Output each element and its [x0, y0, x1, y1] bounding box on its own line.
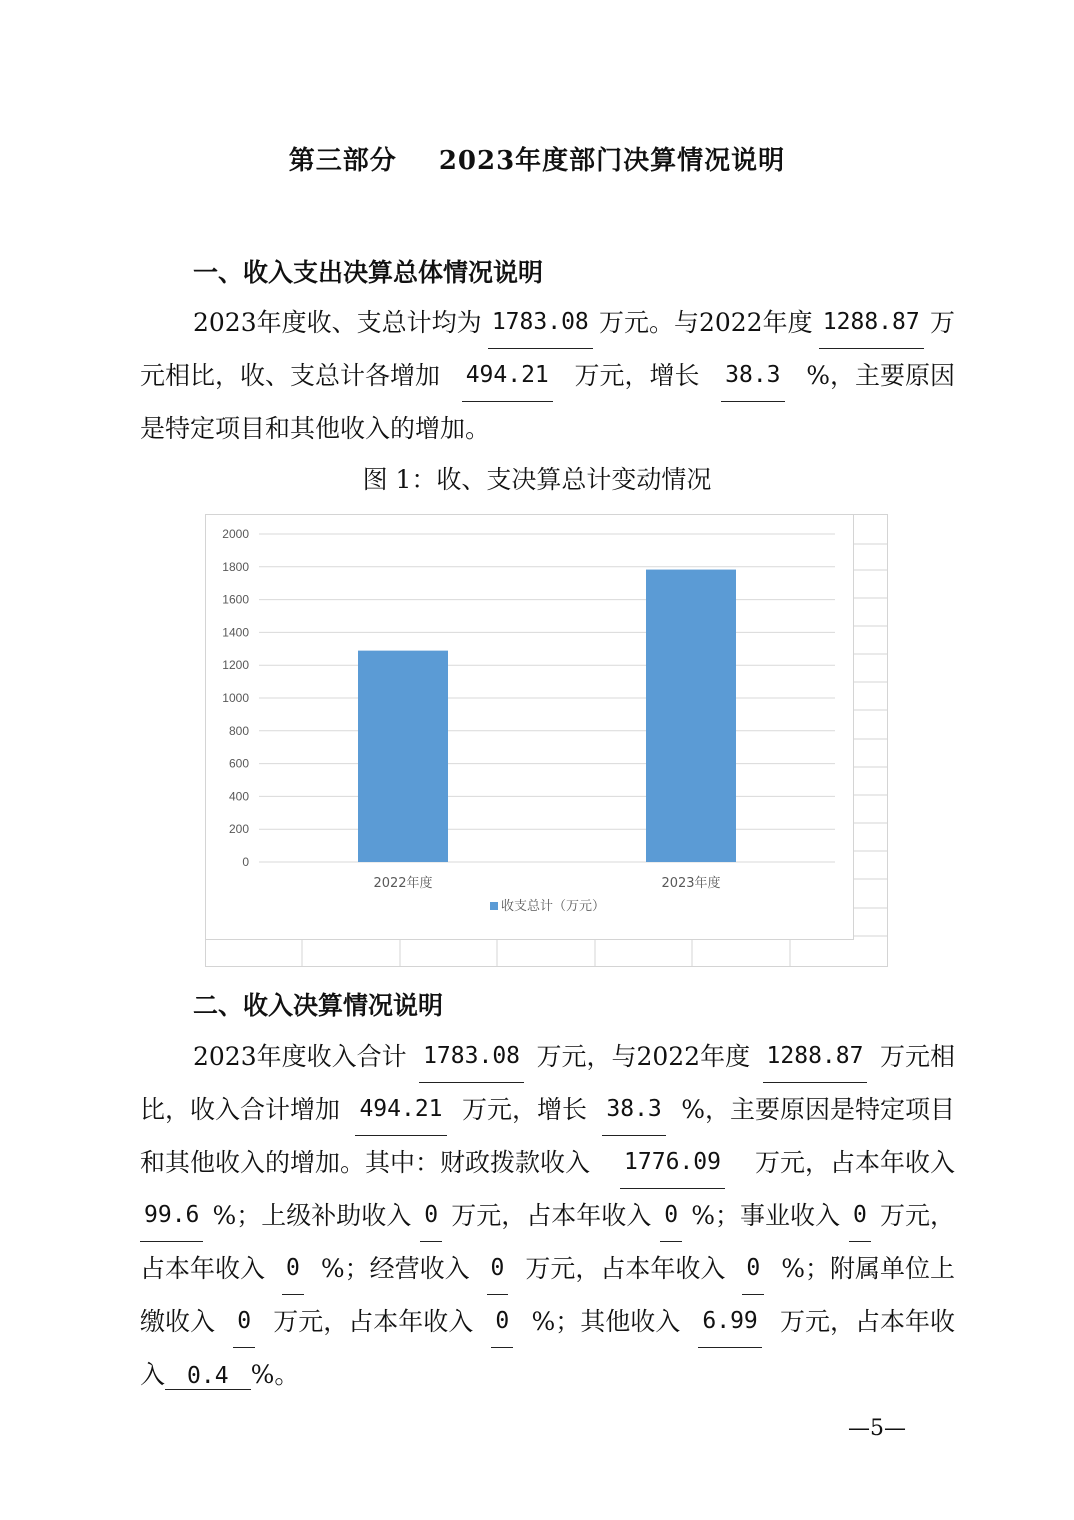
value-affiliated: 0 [233, 1295, 255, 1348]
section2-paragraph [140, 1030, 955, 1401]
value-upper-pct: 0 [660, 1189, 682, 1242]
x-tick-label: 2022年度 [373, 876, 433, 891]
bar [358, 651, 448, 862]
value-other: 6.99 [698, 1295, 761, 1348]
y-tick-label: 1000 [222, 691, 249, 705]
paragraph-line: 占本年收入 0 %；经营收入 0 万元，占本年收入 0 %；附属单位上 [140, 1242, 955, 1295]
y-tick-label: 200 [228, 822, 249, 837]
y-tick-label: 1800 [222, 559, 249, 574]
y-tick-label: 0 [242, 855, 249, 869]
paragraph-line: 99.6 %；上级补助收入 0 万元，占本年收入 0 %；事业收入 0 万元， [140, 1189, 955, 1242]
legend-label: 收支总计（万元） [501, 899, 606, 914]
y-tick-label: 600 [228, 756, 249, 771]
value-increase: 494.21 [462, 349, 553, 402]
paragraph-line: 2023年度收、支总计均为 1783.08 万元。与2022年度 1288.87 万 [140, 296, 955, 349]
y-tick-label: 2000 [222, 527, 249, 541]
paragraph-line: 和其他收入的增加。其中：财政拨款收入 1776.09 万元，占本年收入 [140, 1136, 955, 1189]
value-affiliated-pct: 0 [491, 1295, 513, 1348]
page-number: —5— [848, 1416, 906, 1441]
y-tick-label: 1600 [222, 592, 249, 607]
y-tick-label: 400 [228, 789, 249, 804]
value-business: 0 [849, 1189, 871, 1242]
section1-paragraph [140, 296, 955, 455]
x-tick-label: 2023年度 [661, 876, 721, 891]
paragraph-line: 2023年度收入合计 1783.08 万元，与2022年度 1288.87 万元相 [140, 1030, 955, 1083]
value-fiscal: 1776.09 [620, 1136, 725, 1189]
y-tick-label: 800 [228, 723, 249, 738]
value-income-increase: 494.21 [355, 1083, 446, 1136]
paragraph-line: 缴收入 0 万元，占本年收入 0 %；其他收入 6.99 万元，占本年收 [140, 1295, 955, 1348]
value-operating: 0 [487, 1242, 509, 1295]
value-other-pct: 0.4 [165, 1363, 251, 1390]
section2-heading: 二、收入决算情况说明 [193, 991, 444, 1020]
chart-area-frame [206, 515, 854, 940]
legend [490, 898, 605, 914]
value-total-2022: 1288.87 [819, 296, 924, 349]
value-income-2023: 1783.08 [419, 1030, 524, 1083]
value-fiscal-pct: 99.6 [140, 1189, 203, 1242]
title-part: 第三部分 [288, 146, 397, 176]
paragraph-line: 比，收入合计增加 494.21 万元，增长 38.3 %，主要原因是特定项目 [140, 1083, 955, 1136]
legend-swatch [490, 902, 498, 910]
value-business-pct: 0 [282, 1242, 304, 1295]
value-total-2023: 1783.08 [488, 296, 593, 349]
value-growth: 38.3 [721, 349, 784, 402]
bar [646, 570, 736, 862]
paragraph-line: 是特定项目和其他收入的增加。 [140, 414, 491, 443]
figure-caption: 图 1：收、支决算总计变动情况 [362, 465, 712, 494]
section1-heading: 一、收入支出决算总体情况说明 [193, 258, 544, 287]
value-income-2022: 1288.87 [763, 1030, 868, 1083]
title-text: 2023年度部门决算情况说明 [438, 146, 786, 176]
bar-chart [205, 514, 888, 967]
y-tick-label: 1400 [222, 625, 249, 640]
value-income-growth: 38.3 [602, 1083, 665, 1136]
value-upper: 0 [420, 1189, 442, 1242]
y-tick-label: 1200 [222, 658, 249, 673]
value-operating-pct: 0 [742, 1242, 764, 1295]
paragraph-line: 入 0.4 %。 [140, 1360, 300, 1389]
paragraph-line: 元相比，收、支总计各增加 494.21 万元，增长 38.3 %，主要原因 [140, 349, 955, 402]
page-title [0, 140, 1074, 177]
